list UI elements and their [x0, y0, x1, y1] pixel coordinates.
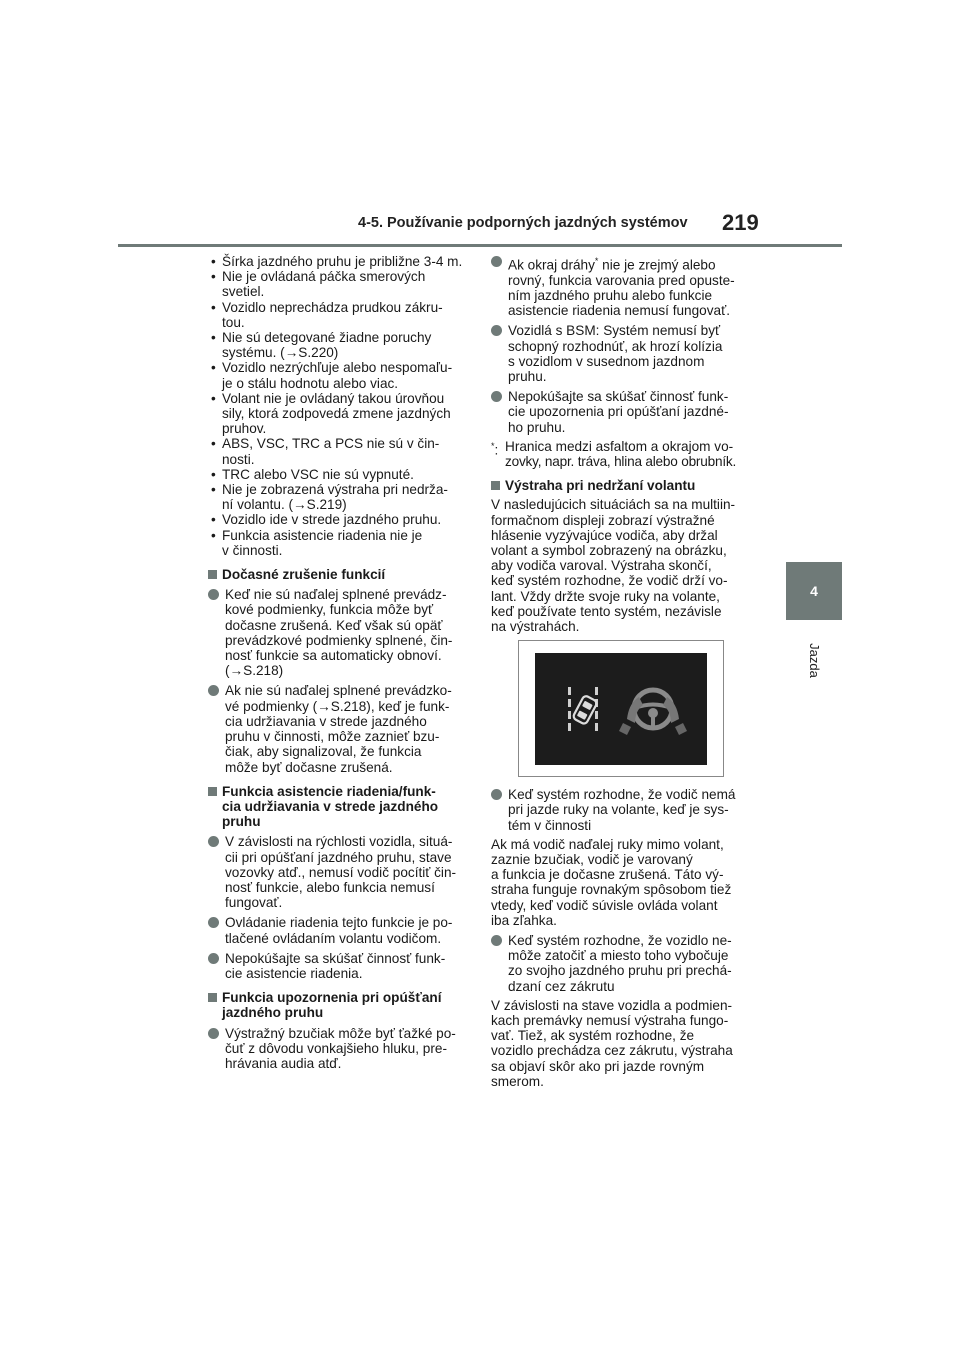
- list-item: V závislosti na rýchlosti vozidla, situá- cii pri opúšťaní jazdného pruhu, stave vozovky atď., nemusí vodič pocítiť čin- nosť funkcie, alebo funkcia nemusí fungovať.: [208, 834, 470, 910]
- header-divider: [118, 244, 842, 247]
- list-item: Keď nie sú naďalej splnené prevádz- kové podmienky, funkcia môže byť dočasne zrušená. Keď však sú opäť prevádzkové podmienky splnené, čin- nosť funkcie sa automaticky obnoví. (→S.218): [208, 587, 470, 678]
- section-heading: Funkcia asistencie riadenia/funk- cia udržiavania v strede jazdného pruhu: [208, 784, 470, 830]
- square-bullet-icon: [208, 570, 217, 579]
- chapter-label: [784, 630, 844, 690]
- list-item: • ABS, VSC, TRC a PCS nie sú v čin- nosti.: [208, 436, 470, 466]
- list-item: Ovládanie riadenia tejto funkcie je po- tlačené ovládaním volantu vodičom.: [208, 915, 470, 945]
- condition-list: [208, 254, 470, 558]
- chapter-tab: [786, 562, 842, 620]
- page-number: 219: [722, 210, 759, 235]
- chapter-number: 4: [810, 583, 818, 599]
- list-item: Keď systém rozhodne, že vodič nemá pri jazde ruky na volante, keď je sys- tém v činnosti: [491, 787, 753, 833]
- list-item: • Funkcia asistencie riadenia nie je v činnosti.: [208, 528, 470, 558]
- circle-bullet-icon: [208, 685, 219, 696]
- circle-bullet-icon: [491, 391, 502, 402]
- display-illustration: [518, 640, 724, 777]
- list-item: Nepokúšajte sa skúšať činnosť funk- cie upozornenia pri opúšťaní jazdné- ho pruhu.: [491, 389, 753, 435]
- list-item: Výstražný bzučiak môže byť ťažké po- čuť z dôvodu vonkajšieho hluku, pre- hrávania audia atď.: [208, 1026, 470, 1072]
- paragraph: V závislosti na stave vozidla a podmien- kach premávky nemusí výstraha fungo- vať. Tiež, ak systém rozhodne, že vozidlo prechádza cez zákrutu, výstraha sa objaví skôr ako pri jazde rovným smerom.: [491, 997, 733, 1089]
- list-item: Ak nie sú naďalej splnené prevádzko- vé podmienky (→S.218), keď je funk- cia udržiavania v strede jazdného pruhu v činnosti, môže zaznieť bzu- čiak, aby signalizoval, že funkcia môže byť dočasne zrušená.: [208, 683, 470, 774]
- circle-bullet-icon: [208, 1028, 219, 1039]
- list-item: • Vozidlo ide v strede jazdného pruhu.: [208, 512, 470, 527]
- section-heading: Funkcia upozornenia pri opúšťaní jazdného pruhu: [208, 990, 470, 1020]
- multi-information-display: [535, 653, 707, 765]
- lane-departure-icon: [568, 687, 598, 731]
- paragraph: Ak má vodič naďalej ruky mimo volant, zaznie bzučiak, vodič je varovaný a funkcia je dočasne zrušená. Táto vý- straha funguje rovnakým spôsobom tiež vtedy, keď vodič súvisle ovláda volant iba zľahka.: [491, 836, 732, 928]
- list-item: Ak okraj dráhy* nie je zrejmý alebo rovný, funkcia varovania pred opuste- ním jazdného pruhu alebo funkcie asistencie riadenia nemusí fungovať.: [491, 254, 753, 318]
- circle-bullet-icon: [491, 789, 502, 800]
- list-item: • Nie je zobrazená výstraha pri nedrža- ní volantu. (→S.219): [208, 482, 470, 512]
- circle-bullet-icon: [208, 953, 219, 964]
- chapter-label-text: Jazda: [806, 642, 822, 678]
- steering-wheel-hands-icon: [619, 690, 687, 735]
- circle-bullet-icon: [491, 935, 502, 946]
- right-column: [491, 254, 753, 1089]
- list-item: • Vozidlo neprechádza prudkou zákru- tou.: [208, 300, 470, 330]
- paragraph: V nasledujúcich situáciách sa na multiin- formačnom displeji zobrazí výstražné hlásenie vyzývajúce vodiča, aby držal volant a symbol zobrazený na obrázku, aby vodiča varoval. Výstraha skončí, keď systém rozhodne, že vodič drží vo- lant. Vždy držte svoje ruky na volante, keď používate tento systém, nezávisle na výstrahách.: [491, 497, 736, 634]
- list-item: Vozidlá s BSM: Systém nemusí byť schopný rozhodnúť, ak hrozí kolízia s vozidlom v susednom jazdnom pruhu.: [491, 323, 753, 384]
- list-item: • Volant nie je ovládaný takou úrovňou sily, ktorá zodpovedá zmene jazdných pruhov.: [208, 391, 470, 437]
- footnote: *: Hranica medzi asfaltom a okrajom vo- zovky, napr. tráva, hlina alebo obrubník.: [491, 438, 737, 469]
- circle-bullet-icon: [491, 325, 502, 336]
- list-item: • Nie je ovládaná páčka smerových svetiel.: [208, 269, 470, 299]
- square-bullet-icon: [491, 481, 500, 490]
- list-item: • TRC alebo VSC nie sú vypnuté.: [208, 467, 470, 482]
- list-item: Keď systém rozhodne, že vozidlo ne- môže zatočiť a miesto toho vybočuje zo svojho jazdného pruhu pri prechá- dzaní cez zákrutu: [491, 933, 753, 994]
- section-heading: Výstraha pri nedržaní volantu: [491, 478, 753, 493]
- list-item: • Šírka jazdného pruhu je približne 3-4 m.: [208, 254, 470, 269]
- square-bullet-icon: [208, 787, 217, 796]
- circle-bullet-icon: [208, 917, 219, 928]
- circle-bullet-icon: [491, 256, 502, 267]
- section-heading: Dočasné zrušenie funkcií: [208, 567, 470, 582]
- list-item: • Vozidlo nezrýchľuje alebo nespomaľu- je o stálu hodnotu alebo viac.: [208, 360, 470, 390]
- list-item: Nepokúšajte sa skúšať činnosť funk- cie asistencie riadenia.: [208, 951, 470, 981]
- list-item: • Nie sú detegované žiadne poruchy systému. (→S.220): [208, 330, 470, 360]
- circle-bullet-icon: [208, 836, 219, 847]
- square-bullet-icon: [208, 993, 217, 1002]
- circle-bullet-icon: [208, 589, 219, 600]
- left-column: [208, 254, 470, 1071]
- section-title: 4-5. Používanie podporných jazdných systémov: [358, 215, 688, 231]
